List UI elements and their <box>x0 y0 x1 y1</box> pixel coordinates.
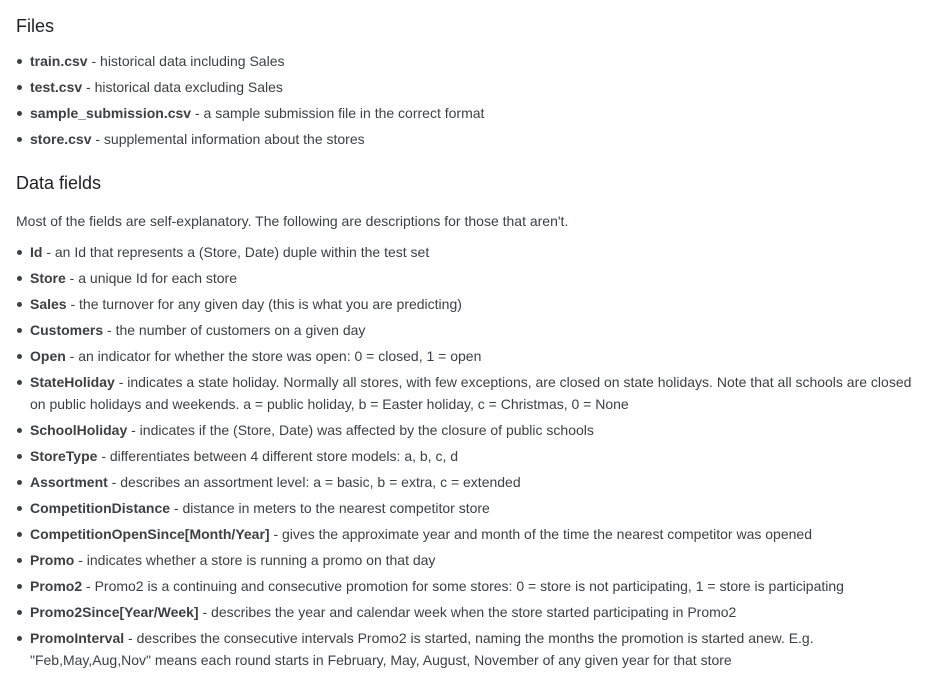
file-name: sample_submission.csv <box>30 105 192 121</box>
field-item <box>16 601 916 623</box>
file-description: - historical data excluding Sales <box>82 79 283 95</box>
file-item <box>16 128 916 150</box>
field-name: Sales <box>30 296 67 312</box>
field-description: - the number of customers on a given day <box>103 322 366 338</box>
field-name: StoreType <box>30 448 98 464</box>
field-item <box>16 497 916 519</box>
field-item <box>16 293 916 315</box>
field-item <box>16 445 916 467</box>
file-item <box>16 102 916 124</box>
field-description: - gives the approximate year and month of the time the nearest competitor was opened <box>269 526 812 542</box>
field-name: CompetitionDistance <box>30 500 171 516</box>
field-description: - indicates if the (Store, Date) was affected by the closure of public schools <box>127 422 594 438</box>
field-item <box>16 419 916 441</box>
field-item <box>16 575 916 597</box>
data-fields-intro: Most of the fields are self-explanatory. The following are descriptions for those that aren't. <box>16 213 569 229</box>
field-name: Assortment <box>30 474 108 490</box>
files-heading: Files <box>16 16 55 36</box>
field-name: StateHoliday <box>30 374 115 390</box>
file-description: - historical data including Sales <box>87 53 285 69</box>
field-name: Open <box>30 348 66 364</box>
field-name: Store <box>30 270 66 286</box>
field-name: Promo2 <box>30 578 83 594</box>
field-name: Customers <box>30 322 104 338</box>
file-item <box>16 76 916 98</box>
field-description: - an Id that represents a (Store, Date) duple within the test set <box>42 244 430 260</box>
field-description: - distance in meters to the nearest competitor store <box>170 500 490 516</box>
field-description: - Promo2 is a continuing and consecutive promotion for some stores: 0 = store is not participating, 1 = store is participating <box>82 578 844 594</box>
field-item <box>16 319 916 341</box>
field-name: PromoInterval <box>30 630 125 646</box>
field-description: - differentiates between 4 different store models: a, b, c, d <box>97 448 459 464</box>
fields-list <box>16 241 916 671</box>
file-description: - supplemental information about the stores <box>91 131 365 147</box>
field-description: - describes the year and calendar week when the store started participating in Promo2 <box>198 604 737 620</box>
field-description: - describes an assortment level: a = basic, b = extra, c = extended <box>107 474 521 490</box>
file-description: - a sample submission file in the correct format <box>191 105 485 121</box>
field-name: SchoolHoliday <box>30 422 128 438</box>
field-item <box>16 241 916 263</box>
field-name: Promo2Since[Year/Week] <box>30 604 199 620</box>
field-item <box>16 627 916 671</box>
field-name: Promo <box>30 552 75 568</box>
field-item <box>16 523 916 545</box>
field-description: - indicates a state holiday. Normally all stores, with few exceptions, are closed on state holidays. Note that all schools are closed on public holidays and weekends. a = public holiday, b = Easter holiday, c = Christmas, 0 = None <box>30 374 912 412</box>
field-description: - an indicator for whether the store was open: 0 = closed, 1 = open <box>65 348 482 364</box>
field-description: - a unique Id for each store <box>65 270 238 286</box>
field-name: CompetitionOpenSince[Month/Year] <box>30 526 270 542</box>
data-fields-heading: Data fields <box>16 173 102 193</box>
file-name: store.csv <box>30 131 92 147</box>
field-item <box>16 267 916 289</box>
file-name: train.csv <box>30 53 88 69</box>
field-description: - describes the consecutive intervals Promo2 is started, naming the months the promotion is started anew. E.g. "Feb,May,Aug,Nov" means each round starts in February, May, August, November of any given year for that store <box>30 630 814 668</box>
field-item <box>16 471 916 493</box>
field-item <box>16 371 916 415</box>
field-description: - indicates whether a store is running a promo on that day <box>74 552 436 568</box>
field-name: Id <box>30 244 43 260</box>
files-list <box>16 50 916 150</box>
file-name: test.csv <box>30 79 83 95</box>
field-description: - the turnover for any given day (this is what you are predicting) <box>66 296 462 312</box>
field-item <box>16 549 916 571</box>
field-item <box>16 345 916 367</box>
file-item <box>16 50 916 72</box>
